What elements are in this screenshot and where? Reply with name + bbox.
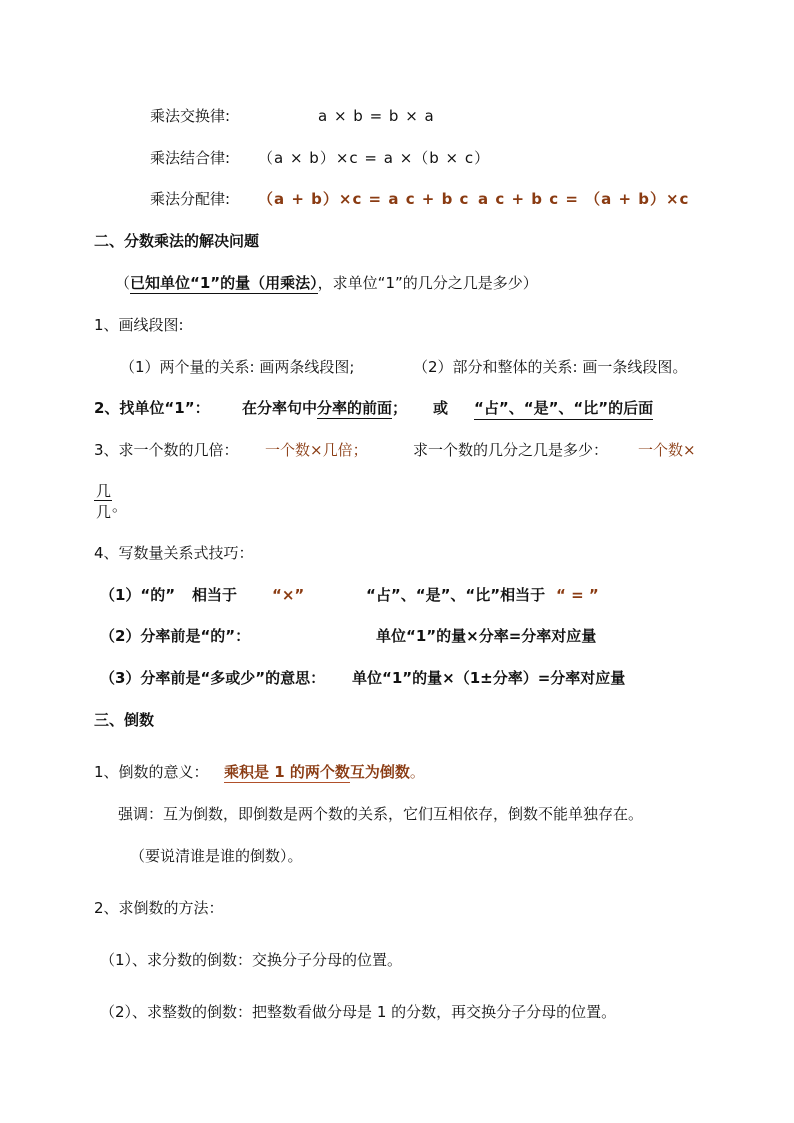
intro-bold: 已知单位“1”的量（用乘法） (130, 274, 318, 292)
item2-semi: ； (392, 399, 408, 417)
tip3-b: 单位“1”的量×（1±分率）=分率对应量 (352, 669, 626, 687)
intro-prefix: （ (115, 274, 131, 292)
item3-label2: 求一个数的几分之几是多少： (413, 441, 609, 459)
section3-item1 (224, 762, 425, 782)
fraction-numerator: 几 (96, 482, 112, 500)
emphasis-2: （要说清谁是谁的倒数）。 (130, 847, 303, 865)
item1-rest: 互为倒数 (349, 763, 410, 781)
item2-prefix: 2、找单位“1”： (94, 399, 210, 417)
item2-under1: 分率的前面 (317, 399, 393, 417)
intro-rest: ，求单位“1”的几分之几是多少） (317, 274, 538, 292)
section2-item1: 1、画线段图: (94, 316, 184, 334)
associative-formula: （a × b）×c = a ×（b × c） (258, 149, 491, 167)
item2-under2: “占”、“是”、“比”的后面 (474, 398, 653, 420)
tip2-b: 单位“1”的量×分率=分率对应量 (376, 627, 597, 645)
distributive-label: 乘法分配律: (150, 190, 231, 208)
section3-heading: 三、倒数 (94, 711, 155, 729)
emphasis: 强调：互为倒数，即倒数是两个数的关系，它们互相依存，倒数不能单独存在。 (118, 805, 644, 823)
item2-mid: 在分率句中 (242, 399, 318, 417)
associative-label: 乘法结合律: (150, 149, 231, 167)
method-2: （2）、求整数的倒数：把整数看做分母是 1 的分数，再交换分子分母的位置。 (100, 1003, 617, 1021)
item3-label: 3、求一个数的几倍： (94, 441, 239, 459)
section2-item4: 4、写数量关系式技巧： (94, 544, 254, 562)
distributive-formula-1: （a + b）×c = a c + b c (258, 190, 470, 208)
section3-item2: 2、求倒数的方法： (94, 899, 224, 917)
section2-intro (115, 273, 538, 293)
item1-b: （2）部分和整体的关系: 画一条线段图。 (413, 358, 688, 376)
section2-item2 (94, 398, 210, 418)
fraction-bar (94, 500, 112, 501)
fraction-denominator: 几 (96, 503, 112, 521)
item1-under: 乘积是 1 的两个数 (224, 763, 350, 781)
tip1-d: “占”、“是”、“比”相当于 (366, 586, 546, 604)
item1-a: （1）两个量的关系: 画两条线段图; (120, 358, 355, 376)
tip3-a: （3）分率前是“多或少”的意思： (100, 669, 326, 687)
item2-or: 或 (433, 399, 449, 417)
tip1-a: （1）“的” (100, 586, 176, 604)
item3-val1: 一个数×几倍； (265, 441, 368, 459)
distributive-formula-2: a c + b c = （a + b）×c (478, 190, 690, 208)
section3-item1-label: 1、倒数的意义： (94, 763, 209, 781)
item2-main (242, 398, 407, 418)
fraction-end: 。 (112, 497, 128, 515)
tip1-c: “×” (272, 586, 305, 604)
tip1-e: “ = ” (556, 586, 599, 604)
method-1: （1）、求分数的倒数：交换分子分母的位置。 (100, 951, 403, 969)
tip2-a: （2）分率前是“的”： (100, 627, 251, 645)
commutative-formula: a × b = b × a (318, 107, 435, 125)
commutative-label: 乘法交换律: (150, 107, 231, 125)
tip1-b: 相当于 (192, 586, 238, 604)
item1-end: 。 (409, 763, 425, 781)
item3-val2: 一个数× (638, 441, 696, 459)
section2-heading: 二、分数乘法的解决问题 (94, 232, 260, 250)
